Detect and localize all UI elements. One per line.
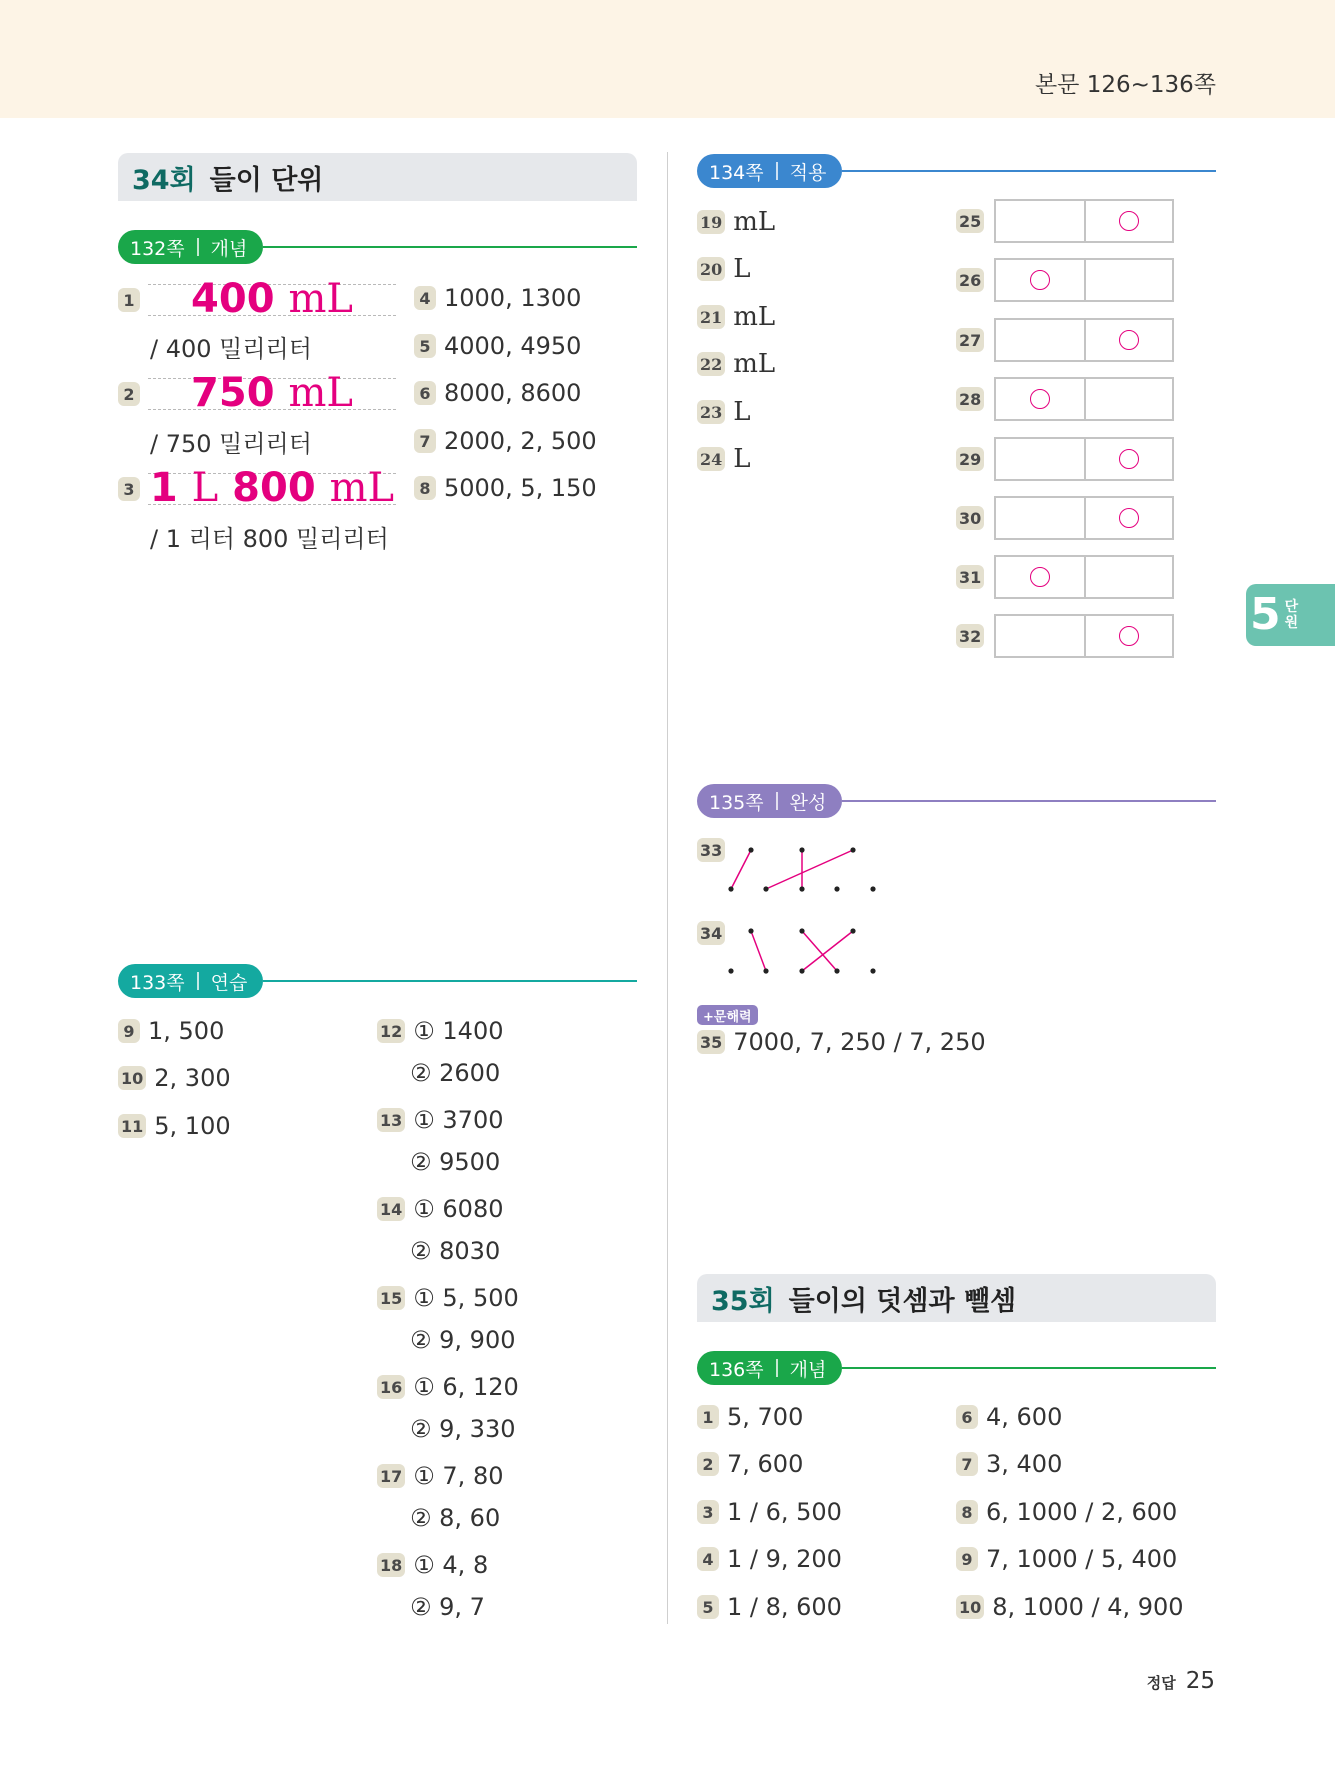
tag-136-pill: 136쪽 개념 bbox=[697, 1351, 842, 1385]
answer-volume: 400 mL bbox=[191, 276, 353, 322]
item-number-badge: 28 bbox=[956, 387, 984, 411]
concept-item-6: 6 8000, 8600 bbox=[414, 379, 581, 407]
concept136-item-5: 5 1 / 8, 600 bbox=[697, 1593, 842, 1621]
compare-cell-right bbox=[1084, 498, 1172, 538]
practice-item-15: 15 ① 5, 500 bbox=[377, 1284, 519, 1312]
circle-mark-icon bbox=[1030, 270, 1050, 290]
compare-table bbox=[994, 199, 1174, 243]
circle-mark-icon bbox=[1030, 567, 1050, 587]
circle-mark-icon bbox=[1119, 626, 1139, 646]
complete-item-33: 33 bbox=[697, 838, 733, 862]
answer-volume: 1 L 800 mL bbox=[149, 465, 395, 511]
tag-135-pill: 135쪽 완성 bbox=[697, 784, 842, 818]
dot-connection-figure-33 bbox=[720, 838, 890, 898]
compare-cell-left bbox=[996, 320, 1084, 360]
reading-text: / 750 밀리리터 bbox=[150, 430, 312, 458]
tag-133 bbox=[118, 964, 637, 998]
compare-cell-right bbox=[1084, 557, 1172, 597]
section-35-number: 35회 bbox=[711, 1285, 775, 1317]
compare-item bbox=[956, 556, 1174, 598]
writing-guide-box bbox=[148, 465, 396, 511]
compare-cell-left bbox=[996, 616, 1084, 656]
practice-item-16: 16 ① 6, 120 bbox=[377, 1373, 519, 1401]
compare-cell-right bbox=[1084, 616, 1172, 656]
concept-item-3 bbox=[118, 465, 396, 511]
unit-number: 5 bbox=[1250, 589, 1281, 640]
circle-mark-icon bbox=[1119, 211, 1139, 231]
page-footer bbox=[1147, 1668, 1215, 1694]
section-34-number: 34회 bbox=[132, 164, 196, 196]
item-number-badge: 26 bbox=[956, 268, 984, 292]
item-number-badge: 27 bbox=[956, 328, 984, 352]
compare-cell-right bbox=[1084, 260, 1172, 300]
page-range: 본문 126~136쪽 bbox=[1034, 72, 1216, 98]
compare-cell-right bbox=[1084, 201, 1172, 241]
concept-item-4: 4 1000, 1300 bbox=[414, 284, 581, 312]
compare-cell-left bbox=[996, 557, 1084, 597]
dot-connection-figure-34 bbox=[720, 918, 890, 978]
practice-item-13: 13 ① 3700 bbox=[377, 1106, 504, 1134]
answer-volume: 750 mL bbox=[191, 370, 353, 416]
concept136-item-10: 10 8, 1000 / 4, 900 bbox=[956, 1593, 1184, 1621]
concept-item-7: 7 2000, 2, 500 bbox=[414, 427, 597, 455]
tag-133-pill: 133쪽 연습 bbox=[118, 964, 263, 998]
compare-cell-right bbox=[1084, 439, 1172, 479]
compare-table bbox=[994, 318, 1174, 362]
compare-cell-left bbox=[996, 201, 1084, 241]
practice-item-14-b: ② 8030 bbox=[410, 1237, 501, 1265]
tag-132-page: 132쪽 bbox=[130, 237, 185, 260]
writing-guide-box bbox=[148, 370, 396, 416]
apply-item-22: 22 mL bbox=[697, 349, 775, 379]
section-35-title bbox=[697, 1274, 1216, 1322]
item-number-badge: 1 bbox=[118, 288, 140, 312]
compare-cell-left bbox=[996, 260, 1084, 300]
practice-item-18-b: ② 9, 7 bbox=[410, 1593, 485, 1621]
item-number-badge: 2 bbox=[118, 382, 140, 406]
compare-table bbox=[994, 377, 1174, 421]
circle-mark-icon bbox=[1119, 330, 1139, 350]
section-34-name: 들이 단위 bbox=[209, 164, 324, 196]
apply-item-19: 19 mL bbox=[697, 207, 775, 237]
practice-item-12-b: ② 2600 bbox=[410, 1059, 501, 1087]
footer-label: 정답 bbox=[1146, 1674, 1176, 1692]
concept136-item-2: 2 7, 600 bbox=[697, 1450, 803, 1478]
header-band bbox=[0, 0, 1335, 118]
tag-134-line bbox=[842, 170, 1216, 172]
tag-135-line bbox=[842, 800, 1216, 802]
compare-cell-right bbox=[1084, 320, 1172, 360]
tag-136-line bbox=[842, 1367, 1216, 1369]
compare-cell-left bbox=[996, 379, 1084, 419]
literacy-badge: +문해력 bbox=[697, 1005, 758, 1025]
concept-item-2 bbox=[118, 370, 396, 416]
reading-text: / 400 밀리리터 bbox=[150, 335, 312, 363]
section-34-title bbox=[118, 153, 637, 201]
concept136-item-9: 9 7, 1000 / 5, 400 bbox=[956, 1545, 1177, 1573]
unit-label: 단 원 bbox=[1284, 599, 1299, 631]
practice-item-13-b: ② 9500 bbox=[410, 1148, 501, 1176]
concept136-item-4: 4 1 / 9, 200 bbox=[697, 1545, 842, 1573]
item-number-badge: 3 bbox=[118, 477, 140, 501]
complete-item-34: 34 bbox=[697, 921, 733, 945]
compare-item bbox=[956, 200, 1174, 242]
compare-item bbox=[956, 615, 1174, 657]
circle-mark-icon bbox=[1030, 389, 1050, 409]
tag-132-pill bbox=[118, 230, 263, 264]
tag-135 bbox=[697, 784, 1216, 818]
compare-item bbox=[956, 259, 1174, 301]
practice-item-12: 12 ① 1400 bbox=[377, 1017, 504, 1045]
compare-item bbox=[956, 438, 1174, 480]
circle-mark-icon bbox=[1119, 508, 1139, 528]
tag-133-line bbox=[263, 980, 637, 982]
concept136-item-3: 3 1 / 6, 500 bbox=[697, 1498, 842, 1526]
practice-item-9: 9 1, 500 bbox=[118, 1017, 224, 1045]
practice-item-11: 11 5, 100 bbox=[118, 1112, 231, 1140]
apply-item-20: 20 L bbox=[697, 254, 751, 284]
tag-132 bbox=[118, 230, 637, 264]
section-35-name: 들이의 덧셈과 뺄셈 bbox=[788, 1285, 1017, 1317]
page-number: 25 bbox=[1185, 1668, 1215, 1694]
concept136-item-1: 1 5, 700 bbox=[697, 1403, 803, 1431]
compare-cell-left bbox=[996, 439, 1084, 479]
item-number-badge: 25 bbox=[956, 209, 984, 233]
practice-item-17: 17 ① 7, 80 bbox=[377, 1462, 503, 1490]
compare-table bbox=[994, 496, 1174, 540]
tag-134 bbox=[697, 154, 1216, 188]
column-divider bbox=[667, 152, 668, 1624]
compare-table bbox=[994, 258, 1174, 302]
compare-item bbox=[956, 378, 1174, 420]
concept-item-8: 8 5000, 5, 150 bbox=[414, 474, 597, 502]
practice-item-14: 14 ① 6080 bbox=[377, 1195, 504, 1223]
practice-item-16-b: ② 9, 330 bbox=[410, 1415, 516, 1443]
circle-mark-icon bbox=[1119, 449, 1139, 469]
practice-item-15-b: ② 9, 900 bbox=[410, 1326, 516, 1354]
item-number-badge: 32 bbox=[956, 624, 984, 648]
apply-item-24: 24 L bbox=[697, 444, 751, 474]
compare-item bbox=[956, 319, 1174, 361]
compare-cell-right bbox=[1084, 379, 1172, 419]
practice-item-10: 10 2, 300 bbox=[118, 1064, 231, 1092]
compare-cell-left bbox=[996, 498, 1084, 538]
writing-guide-box bbox=[148, 276, 396, 322]
concept136-item-6: 6 4, 600 bbox=[956, 1403, 1062, 1431]
compare-table bbox=[994, 614, 1174, 658]
unit-side-tab bbox=[1246, 584, 1335, 646]
apply-item-23: 23 L bbox=[697, 397, 751, 427]
complete-item-35: 35 7000, 7, 250 / 7, 250 bbox=[697, 1028, 986, 1056]
concept-item-5: 5 4000, 4950 bbox=[414, 332, 581, 360]
tag-132-line bbox=[263, 246, 637, 248]
practice-item-17-b: ② 8, 60 bbox=[410, 1504, 501, 1532]
compare-table bbox=[994, 437, 1174, 481]
item-number-badge: 29 bbox=[956, 447, 984, 471]
tag-136 bbox=[697, 1351, 1216, 1385]
item-number-badge: 30 bbox=[956, 506, 984, 530]
apply-item-21: 21 mL bbox=[697, 302, 775, 332]
concept136-item-8: 8 6, 1000 / 2, 600 bbox=[956, 1498, 1177, 1526]
item-number-badge: 31 bbox=[956, 565, 984, 589]
tag-134-pill: 134쪽 적용 bbox=[697, 154, 842, 188]
reading-text: / 1 리터 800 밀리리터 bbox=[150, 525, 389, 553]
compare-table bbox=[994, 555, 1174, 599]
concept136-item-7: 7 3, 400 bbox=[956, 1450, 1062, 1478]
tag-132-type: 개념 bbox=[210, 237, 248, 260]
practice-item-18: 18 ① 4, 8 bbox=[377, 1551, 488, 1579]
compare-item bbox=[956, 497, 1174, 539]
concept-item-1 bbox=[118, 276, 396, 322]
